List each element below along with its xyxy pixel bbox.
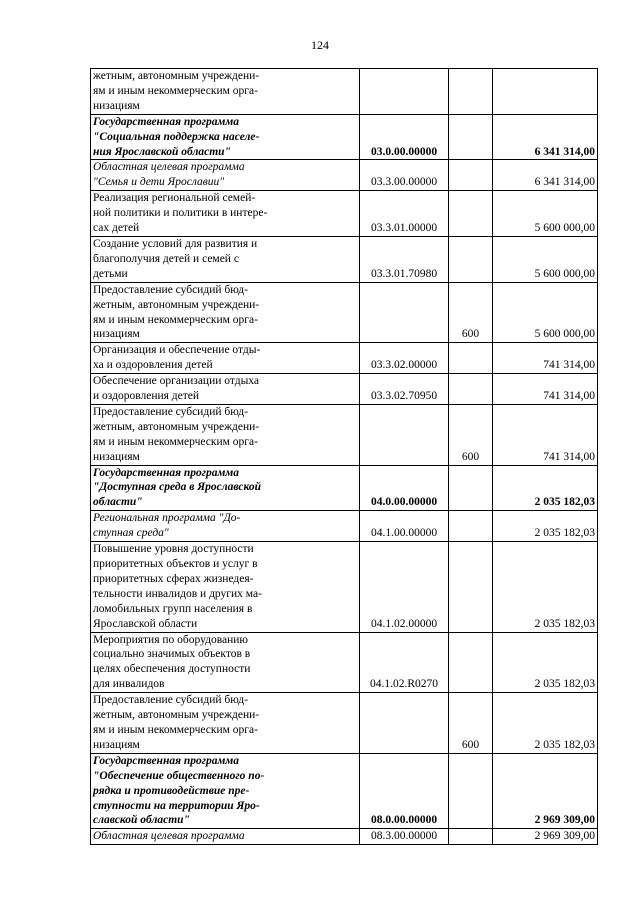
row-vr-cell xyxy=(449,343,493,374)
row-name-line: жетным, автономным учреждени- xyxy=(93,298,260,311)
table-row xyxy=(91,632,598,693)
row-name-cell xyxy=(91,693,360,754)
row-vr-cell xyxy=(449,69,493,115)
row-vr-cell xyxy=(449,236,493,282)
row-amount-cell: 5 600 000,00 xyxy=(493,282,598,343)
row-name-cell xyxy=(91,632,360,693)
row-code-cell: 04.0.00.00000 xyxy=(360,465,449,511)
row-vr-cell: 600 xyxy=(449,693,493,754)
row-amount-cell: 5 600 000,00 xyxy=(493,191,598,237)
row-vr-cell xyxy=(449,465,493,511)
row-code-cell xyxy=(360,693,449,754)
row-name-cell xyxy=(91,236,360,282)
table-row xyxy=(91,160,598,191)
table-row xyxy=(91,465,598,511)
row-amount-cell: 2 969 309,00 xyxy=(493,753,598,829)
table-row xyxy=(91,69,598,115)
table-row xyxy=(91,282,598,343)
row-vr-cell: 600 xyxy=(449,404,493,465)
row-name-line: Региональная программа "До- xyxy=(93,512,241,525)
row-name-line: Повышение уровня доступности xyxy=(93,543,254,556)
row-name-line: ной политики и политики в интере- xyxy=(93,207,268,220)
row-code-cell: 04.1.02.R0270 xyxy=(360,632,449,693)
row-name-line: ломобильных групп населения в xyxy=(93,602,253,615)
row-name-line: Государственная программа xyxy=(93,115,240,128)
row-name-line: ям и иным некоммерческим орга- xyxy=(93,313,258,326)
row-name-line: целях обеспечения доступности xyxy=(93,663,251,676)
row-name-line: славской области" xyxy=(93,814,190,827)
row-name-cell xyxy=(91,69,360,115)
row-name-line: Мероприятия по оборудованию xyxy=(93,633,249,646)
row-name-line: ха и оздоровления детей xyxy=(93,359,213,372)
row-code-cell xyxy=(360,282,449,343)
row-vr-cell: 600 xyxy=(449,282,493,343)
table-row xyxy=(91,191,598,237)
row-name-line: сах детей xyxy=(93,222,140,235)
budget-table xyxy=(90,68,598,845)
table-row xyxy=(91,374,598,405)
table-row xyxy=(91,236,598,282)
row-code-cell: 03.3.00.00000 xyxy=(360,160,449,191)
row-name-cell xyxy=(91,404,360,465)
row-name-cell xyxy=(91,374,360,405)
row-name-line: Организация и обеспечение отды- xyxy=(93,344,261,357)
row-name-line: низациям xyxy=(93,738,140,751)
row-name-line: Областная целевая программа xyxy=(93,830,245,843)
row-vr-cell xyxy=(449,542,493,632)
row-code-cell: 03.3.01.00000 xyxy=(360,191,449,237)
row-code-cell: 08.0.00.00000 xyxy=(360,753,449,829)
row-name-line: приоритетных сферах жизнедея- xyxy=(93,572,254,585)
table-row xyxy=(91,404,598,465)
row-code-cell: 04.1.00.00000 xyxy=(360,511,449,542)
row-name-line: Областная целевая программа xyxy=(93,161,245,174)
row-name-cell xyxy=(91,160,360,191)
row-amount-cell: 6 341 314,00 xyxy=(493,160,598,191)
row-name-line: Реализация региональной семей- xyxy=(93,192,256,205)
row-name-line: Государственная программа xyxy=(93,754,240,767)
row-vr-cell xyxy=(449,511,493,542)
row-name-line: рядка и противодействие пре- xyxy=(93,784,250,797)
row-amount-cell: 741 314,00 xyxy=(493,343,598,374)
row-amount-cell: 2 035 182,03 xyxy=(493,632,598,693)
row-name-line: социально значимых объектов в xyxy=(93,648,251,661)
row-name-line: жетным, автономным учреждени- xyxy=(93,420,260,433)
row-amount-cell: 5 600 000,00 xyxy=(493,236,598,282)
row-code-cell xyxy=(360,69,449,115)
row-name-line: Ярославской области xyxy=(93,617,198,630)
row-code-cell: 03.3.02.00000 xyxy=(360,343,449,374)
row-name-line: ям и иным некоммерческим орга- xyxy=(93,435,258,448)
row-name-cell xyxy=(91,511,360,542)
row-name-line: низациям xyxy=(93,99,140,112)
row-vr-cell xyxy=(449,114,493,160)
row-name-line: и оздоровления детей xyxy=(93,390,200,403)
row-amount-cell: 2 035 182,03 xyxy=(493,465,598,511)
row-name-line: тельности инвалидов и других ма- xyxy=(93,587,262,600)
row-name-line: Государственная программа xyxy=(93,466,240,479)
row-name-line: области" xyxy=(93,496,143,509)
row-name-line: ям и иным некоммерческим орга- xyxy=(93,84,258,97)
row-name-line: низациям xyxy=(93,328,140,341)
row-code-cell xyxy=(360,404,449,465)
row-vr-cell xyxy=(449,753,493,829)
table-row xyxy=(91,693,598,754)
row-code-cell: 04.1.02.00000 xyxy=(360,542,449,632)
table-row xyxy=(91,343,598,374)
row-name-line: ния Ярославской области" xyxy=(93,145,231,158)
row-name-cell xyxy=(91,343,360,374)
row-code-cell: 03.0.00.00000 xyxy=(360,114,449,160)
row-name-line: "Обеспечение общественного по- xyxy=(93,769,265,782)
row-amount-cell: 6 341 314,00 xyxy=(493,114,598,160)
row-name-line: "Семья и дети Ярославии" xyxy=(93,176,225,189)
row-name-line: жетным, автономным учреждени- xyxy=(93,70,260,82)
row-amount-cell: 741 314,00 xyxy=(493,404,598,465)
row-amount-cell: 2 969 309,00 xyxy=(493,829,598,845)
table-row xyxy=(91,114,598,160)
row-name-cell xyxy=(91,465,360,511)
row-vr-cell xyxy=(449,374,493,405)
row-name-line: благополучия детей и семей с xyxy=(93,252,239,265)
row-name-cell xyxy=(91,829,360,845)
row-name-cell xyxy=(91,191,360,237)
row-vr-cell xyxy=(449,160,493,191)
row-name-cell xyxy=(91,282,360,343)
row-amount-cell xyxy=(493,69,598,115)
row-name-cell xyxy=(91,542,360,632)
table-row xyxy=(91,829,598,845)
row-name-line: Создание условий для развития и xyxy=(93,237,258,250)
row-name-line: низациям xyxy=(93,450,140,463)
row-name-line: "Доступная среда в Ярославской xyxy=(93,481,262,494)
row-name-line: детьми xyxy=(93,267,128,280)
row-name-line: Предоставление субсидий бюд- xyxy=(93,283,248,296)
row-code-cell: 08.3.00.00000 xyxy=(360,829,449,845)
row-code-cell: 03.3.02.70950 xyxy=(360,374,449,405)
row-vr-cell xyxy=(449,632,493,693)
row-name-line: для инвалидов xyxy=(93,678,165,691)
row-name-line: ступности на территории Яро- xyxy=(93,799,260,812)
row-name-line: приоритетных объектов и услуг в xyxy=(93,558,258,570)
row-name-cell xyxy=(91,114,360,160)
row-name-line: Обеспечение организации отдыха xyxy=(93,375,260,388)
row-code-cell: 03.3.01.70980 xyxy=(360,236,449,282)
budget-table-body xyxy=(91,69,598,845)
row-amount-cell: 2 035 182,03 xyxy=(493,511,598,542)
table-row xyxy=(91,542,598,632)
row-name-line: ступная среда" xyxy=(93,527,169,540)
row-name-line: ям и иным некоммерческим орга- xyxy=(93,723,258,736)
row-name-line: Предоставление субсидий бюд- xyxy=(93,405,248,418)
row-name-line: "Социальная поддержка населе- xyxy=(93,130,260,143)
row-name-line: Предоставление субсидий бюд- xyxy=(93,694,248,707)
row-vr-cell xyxy=(449,191,493,237)
table-row xyxy=(91,511,598,542)
row-amount-cell: 741 314,00 xyxy=(493,374,598,405)
row-vr-cell xyxy=(449,829,493,845)
row-name-cell xyxy=(91,753,360,829)
table-row xyxy=(91,753,598,829)
row-amount-cell: 2 035 182,03 xyxy=(493,693,598,754)
row-name-line: жетным, автономным учреждени- xyxy=(93,709,260,722)
row-amount-cell: 2 035 182,03 xyxy=(493,542,598,632)
page-number: 124 xyxy=(311,38,329,52)
